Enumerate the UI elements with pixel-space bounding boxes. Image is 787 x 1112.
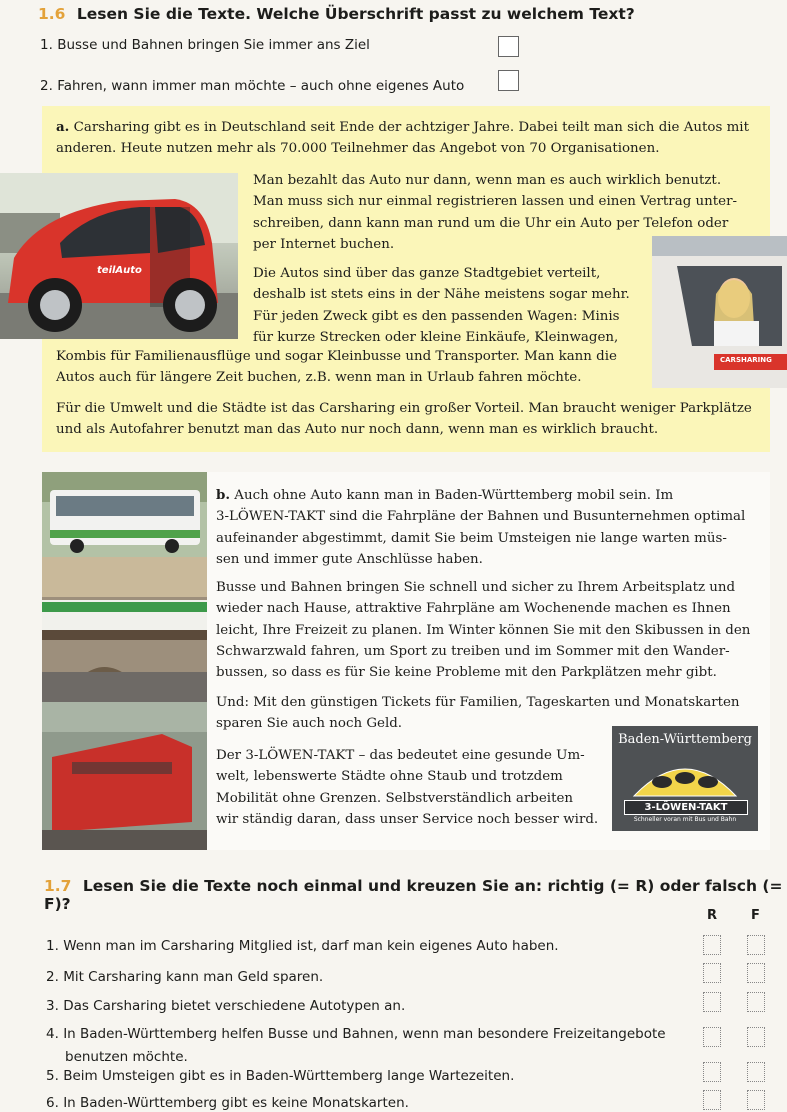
statement-2: 2. Mit Carsharing kann man Geld sparen. [46,969,324,985]
checkbox-r-1[interactable] [703,935,721,955]
checkbox-r-2[interactable] [703,963,721,983]
text-a-paragraph-3b: Kombis für Familienausflüge und sogar Kleinbusse und Transporter. Man kann die Autos auch für längere Zeit buchen, z.B. wenn man in Urlaub fahren möchte. [56,349,617,386]
column-f-label: F [751,908,760,923]
car-illustration [0,173,238,339]
text-b-paragraph-2: Busse und Bahnen bringen Sie schnell und sicher zu Ihrem Arbeitsplatz und wieder nach Hause, attraktive Fahrpläne am Wochenende machen es Ihnen leicht, Ihre Freizeit zu planen. Im Winter können Sie mit den Skibussen in den Schwarzwald fahren, um Sport zu treiben und im Sommer mit den Wander- bussen, so dass es für Sie keine Probleme mit den Parkplätzen mehr gibt. [216,580,751,681]
answer-box-1[interactable] [498,36,519,57]
checkbox-r-4[interactable] [703,1027,721,1047]
checkbox-f-3[interactable] [747,992,765,1012]
headline-option-1: 1. Busse und Bahnen bringen Sie immer ans Ziel [40,37,370,53]
checkbox-f-2[interactable] [747,963,765,983]
text-a-paragraph-3: Die Autos sind über das ganze Stadtgebiet verteilt, deshalb ist stets eins in der Nähe meistens sogar mehr. Für jeden Zweck gibt es den passenden Wagen: Minis für kurze Strecken oder kleine Einkäufe, Kleinwagen, [253,266,630,345]
statement-1: 1. Wenn man im Carsharing Mitglied ist, darf man kein eigenes Auto haben. [46,938,559,954]
logo-tagline: Schneller voran mit Bus und Bahn [633,816,737,823]
checkbox-f-6[interactable] [747,1090,765,1110]
exercise-instruction: Lesen Sie die Texte. Welche Überschrift passt zu welchem Text? [76,5,635,23]
text-b-paragraph-4: Der 3-LÖWEN-TAKT – das bedeutet eine gesunde Um- welt, lebenswerte Städte ohne Staub und trotzdem Mobilität ohne Grenzen. Selbstverständlich arbeiten wir ständig daran, dass unser Service noch besser wird. [216,748,599,827]
column-r-label: R [707,908,718,923]
text-b-paragraph-3: Und: Mit den günstigen Tickets für Familien, Tageskarten und Monatskarten sparen Sie auch noch Geld. [216,695,740,732]
text-b-paragraph-1: b. Auch ohne Auto kann man in Baden-Württemberg mobil sein. Im 3-LÖWEN-TAKT sind die Fahrpläne der Bahnen und Busunternehmen optimal aufeinander abgestimmt, damit Sie beim Umsteigen nie lange warten müs- sen und immer gute Anschlüsse haben. [216,487,746,567]
exercise-number: 1.7 [44,877,72,895]
checkbox-r-3[interactable] [703,992,721,1012]
carsharing-sign-text: CARSHARING [720,356,772,364]
checkbox-r-5[interactable] [703,1062,721,1082]
checkbox-r-6[interactable] [703,1090,721,1110]
statement-5: 5. Beim Umsteigen gibt es in Baden-Württemberg lange Wartezeiten. [46,1068,515,1084]
statement-3: 3. Das Carsharing bietet verschiedene Autotypen an. [46,998,406,1014]
headline-option-2: 2. Fahren, wann immer man möchte – auch ohne eigenes Auto [40,78,465,94]
checkbox-f-4[interactable] [747,1027,765,1047]
exercise-1-7-heading [44,877,787,913]
checkbox-f-1[interactable] [747,935,765,955]
checkbox-f-5[interactable] [747,1062,765,1082]
exercise-1-6-heading [38,5,635,23]
exercise-instruction: Lesen Sie die Texte noch einmal und kreuzen Sie an: richtig (= R) oder falsch (= F)? [44,877,783,913]
statement-4: 4. In Baden-Württemberg helfen Busse und Bahnen, wenn man besondere Freizeitangebote benutzen möchte. [46,1026,666,1065]
car-logo-text: teilAuto [97,265,142,276]
statement-6: 6. In Baden-Württemberg gibt es keine Monatskarten. [46,1095,409,1111]
lions-icon [630,752,740,800]
text-a-paragraph-2: Man bezahlt das Auto nur dann, wenn man es auch wirklich benutzt. Man muss sich nur einmal registrieren lassen und einen Vertrag unter- schreiben, dann kann man rund um die Uhr ein Auto per Telefon oder per Internet buchen. [253,173,738,252]
logo-region: Baden-Württemberg [618,732,752,747]
logo-title: 3-LÖWEN-TAKT [624,800,748,815]
transport-photos [42,472,207,850]
answer-box-2[interactable] [498,70,519,91]
text-a-intro: a. Carsharing gibt es in Deutschland seit Ende der achtziger Jahre. Dabei teilt man sich die Autos mit anderen. Heute nutzen mehr als 70.000 Teilnehmer das Angebot von 70 Organisationen. [56,119,749,157]
carsharing-car-photo [0,173,238,339]
loewen-takt-logo [612,726,758,831]
text-a-paragraph-4: Für die Umwelt und die Städte ist das Carsharing ein großer Vorteil. Man braucht weniger Parkplätze und als Autofahrer benutzt man das Auto nur noch dann, wenn man es wirklich braucht. [56,401,752,438]
woman-in-car-photo [652,236,787,388]
exercise-number: 1.6 [38,5,66,23]
